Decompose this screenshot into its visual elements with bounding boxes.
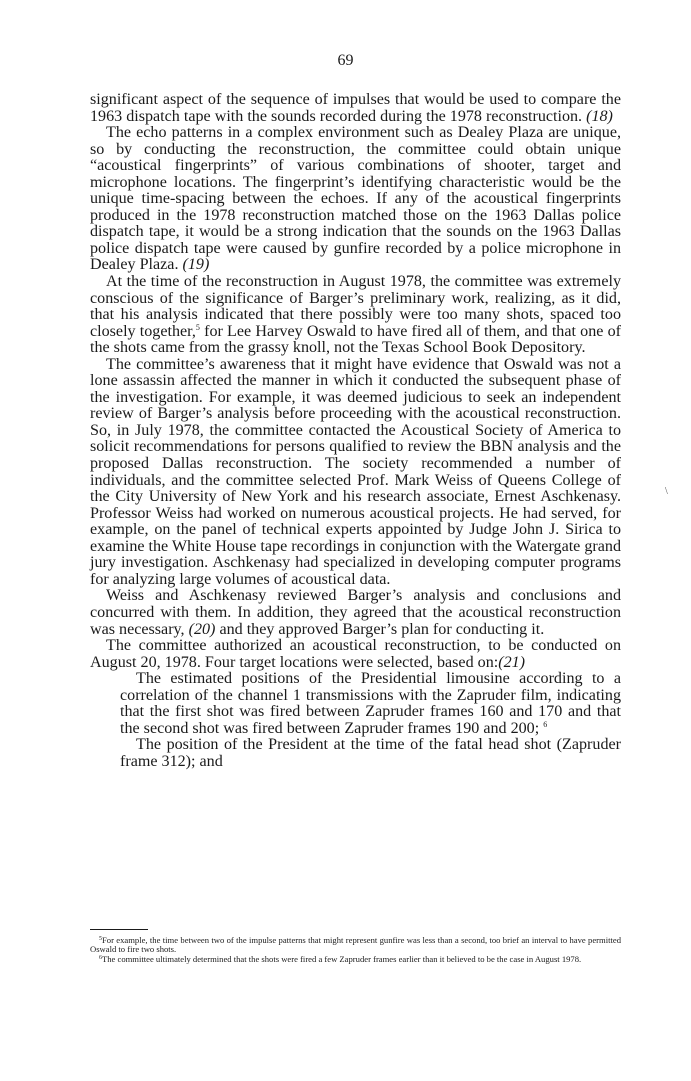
paragraph: At the time of the reconstruction in August 1978, the committee was extremely conscious of the significance of Barger’s preliminary work, realizing, as it did, that his analysis indicated that there possibly were too many shots, spaced too closely together,$^5$ for Lee Harvey Oswald to have fired all of them, and that one of the shots came from the grassy knoll, not the Texas School Book Depository. bbox=[90, 273, 621, 357]
list-item: The estimated positions of the Presidential limousine according to a correlation of the channel 1 transmissions with the Zapruder film, indicating that the first shot was fired between Zapruder frames 160 and 170 and that the second shot was fired between Zapruder frames 190 and 200; $^6$ bbox=[120, 670, 621, 737]
page-number: 69 bbox=[337, 52, 354, 69]
paragraph: significant aspect of the sequence of impulses that would be used to compare the 1963 dispatch tape with the sounds recorded during the 1978 reconstruction. (18) bbox=[90, 91, 621, 125]
footnote-ref: 6 bbox=[543, 719, 548, 729]
footnote-ref: 5 bbox=[195, 322, 200, 332]
body-text bbox=[90, 92, 621, 770]
footnote: $^5$For example, the time between two of the impulse patterns that might represent gunfire was less than a second, too brief an interval to have permitted Oswald to fire two shots. bbox=[90, 935, 621, 955]
citation: (20) bbox=[188, 620, 216, 638]
paragraph: The committee authorized an acoustical reconstruction, to be conducted on August 20, 1978. Four target locations were selected, based on:(21) bbox=[90, 637, 621, 671]
citation: (21) bbox=[498, 653, 526, 671]
footnotes bbox=[90, 936, 621, 964]
list-item: The position of the President at the time of the fatal head shot (Zapruder frame 312); and bbox=[120, 736, 621, 770]
paragraph: The echo patterns in a complex environment such as Dealey Plaza are unique, so by conducting the reconstruction, the committee could obtain unique “acoustical fingerprints” of various combinations of shooter, target and microphone locations. The fingerprint’s identifying characteristic would be the unique time-spacing between the echoes. If any of the acoustical fingerprints produced in the 1978 reconstruction matched those on the 1963 Dallas police dispatch tape, it would be a strong indication that the sounds on the 1963 Dallas police dispatch tape were caused by gunfire recorded by a police microphone in Dealey Plaza. (19) bbox=[90, 124, 621, 274]
margin-mark: \ bbox=[665, 486, 668, 497]
citation: (19) bbox=[182, 256, 210, 274]
citation: (18) bbox=[586, 107, 613, 125]
paragraph: Weiss and Aschkenasy reviewed Barger’s analysis and conclusions and concurred with them. In addition, they agreed that the acoustical reconstruction was necessary, (20) and they approved Barger’s plan for conducting it. bbox=[90, 587, 621, 638]
paragraph: The committee’s awareness that it might have evidence that Oswald was not a lone assassin affected the manner in which it conducted the subsequent phase of the investigation. For example, it was deemed judicious to seek an independent review of Barger’s analysis before proceeding with the acoustical reconstruction. So, in July 1978, the committee contacted the Acoustical Society of America to solicit recommendations for persons qualified to review the BBN analysis and the proposed Dallas reconstruction. The society recommended a number of individuals, and the committee selected Prof. Mark Weiss of Queens College of the City University of New York and his research associate, Ernest Aschkenasy. Professor Weiss had worked on numerous acoustical projects. He had served, for example, on the panel of technical experts appointed by Judge John J. Sirica to examine the White House tape recordings in conjunction with the Watergate grand jury investigation. Aschkenasy had specialized in developing computer programs for analyzing large volumes of acoustical data. bbox=[90, 355, 621, 588]
footnote: $^6$The committee ultimately determined that the shots were fired a few Zapruder frames earlier than it believed to be the case in August 1978. bbox=[99, 953, 582, 964]
footnote-divider bbox=[90, 929, 148, 930]
